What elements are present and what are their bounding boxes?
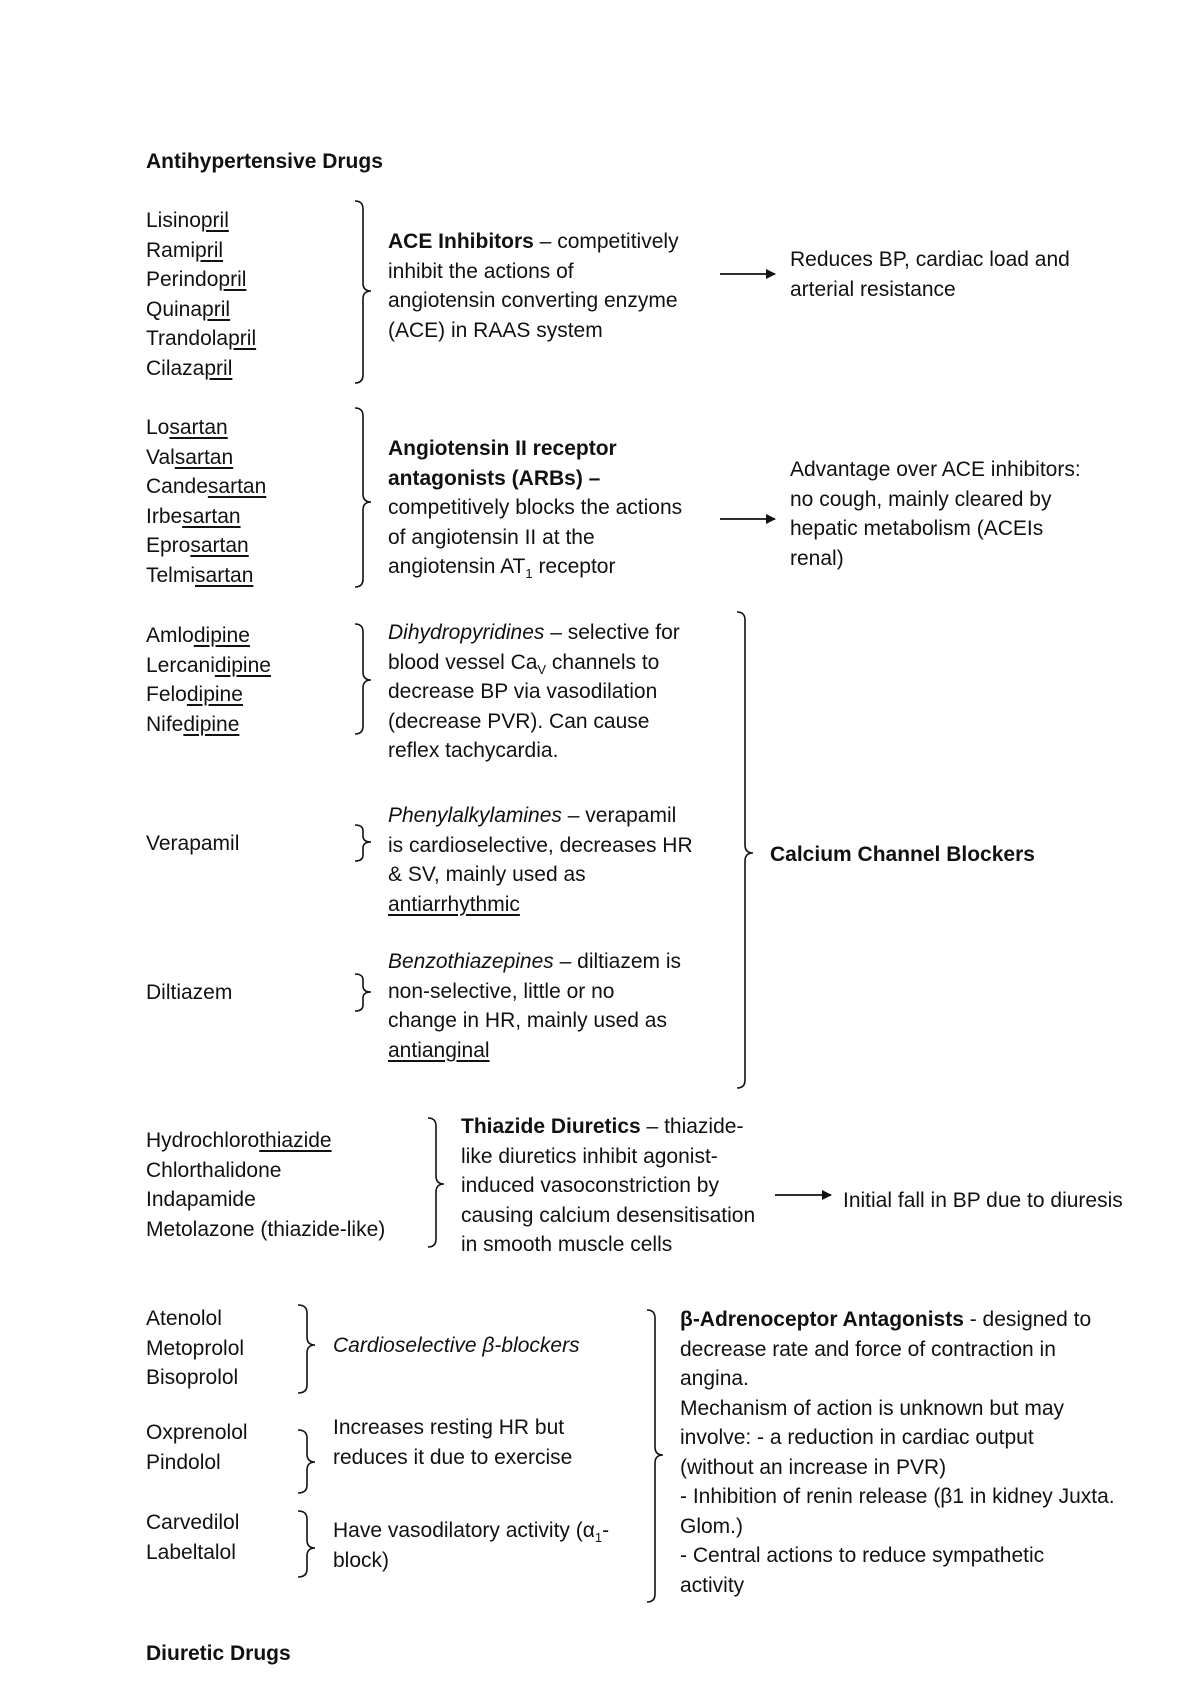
thiazide-class-name: Thiazide Diuretics: [461, 1115, 641, 1138]
ace-drug-item: Ramipril: [146, 238, 224, 262]
arb-drug-item: Losartan: [146, 416, 228, 439]
ace-drug-item: Lisinopril: [146, 209, 229, 232]
arb-drug-item: Irbesartan: [146, 504, 241, 528]
arb-description: Angiotensin II receptor antagonists (ARBs) – competitively blocks the actions of angiotensin II at the angiotensin $AT_1$ receptor: [388, 434, 682, 582]
verapamil-label: Verapamil: [146, 832, 240, 855]
beta-group3-description: Have vasodilatory activity ($\alpha_1-$ block): [333, 1519, 610, 1572]
thiazide-description: Thiazide Diuretics – thiazide- like diuretics inhibit agonist- induced vasoconstriction by causing calcium desensitisation in smooth muscle cells: [461, 1115, 756, 1256]
thiazide-drug-item: Indapamide: [146, 1188, 256, 1211]
phenylalkylamine-class-name: Phenylalkylamines: [388, 804, 562, 827]
arb-advantage: Advantage over ACE inhibitors: no cough, mainly cleared by hepatic metabolism (ACEIs renal): [790, 458, 1081, 570]
beta-group1-description: Cardioselective β-blockers: [333, 1334, 580, 1357]
beta-class-name: β-Adrenoceptor Antagonists: [680, 1308, 964, 1331]
dhp-bracket: [355, 624, 371, 734]
beta-drug-item: Atenolol: [146, 1307, 222, 1330]
ace-drug-item: Quinapril: [146, 297, 231, 321]
thiazide-drug-list: [146, 1126, 385, 1244]
beta-drug-item: Oxprenolol: [146, 1421, 248, 1444]
diltiazem-label: Diltiazem: [146, 981, 233, 1004]
ace-class-name: ACE Inhibitors: [388, 230, 534, 253]
dhp-drug-list: [146, 621, 271, 739]
thiazide-bracket: [428, 1118, 444, 1247]
beta-drug-item: Labeltalol: [146, 1540, 236, 1564]
ace-description: ACE Inhibitors – competitively inhibit the actions of angiotensin converting enzyme (ACE) in RAAS system: [388, 230, 679, 342]
beta-group3-list: [146, 1508, 239, 1567]
beta-group3-bracket: [298, 1511, 315, 1577]
dhp-drug-item: Lercanidipine: [146, 653, 271, 677]
beta-group2-description: Increases resting HR but reduces it due to exercise: [333, 1416, 573, 1469]
dhp-drug-item: Nifedipine: [146, 712, 240, 736]
dhp-drug-item: Felodipine: [146, 683, 243, 706]
phenylalkylamine-description: Phenylalkylamines – verapamil is cardioselective, decreases HR & SV, mainly used as antiarrhythmic: [388, 804, 693, 916]
diuretic-drugs-heading: Diuretic Drugs: [146, 1642, 291, 1665]
benzothiazepine-description: Benzothiazepines – diltiazem is non-selective, little or no change in HR, mainly used as antianginal: [388, 950, 682, 1062]
ace-drug-item: Perindopril: [146, 268, 247, 291]
beta-group1-bracket: [298, 1305, 315, 1393]
thiazide-effect: Initial fall in BP due to diuresis: [843, 1189, 1123, 1212]
ace-drug-list: [146, 206, 256, 383]
beta-drug-item: Carvedilol: [146, 1511, 240, 1534]
dhp-description: Dihydropyridines – selective for blood vessel $Ca_V$ channels to decrease BP via vasodilation (decrease PVR). Can cause reflex tachycardia.: [388, 621, 680, 762]
arb-drug-item: Eprosartan: [146, 534, 249, 557]
verapamil-brace: [355, 825, 371, 861]
diltiazem-brace: [355, 974, 371, 1011]
arb-drug-item: Valsartan: [146, 445, 234, 469]
beta-bracket: [647, 1310, 663, 1602]
dhp-class-name: Dihydropyridines: [388, 621, 545, 644]
thiazide-drug-item: Chlorthalidone: [146, 1158, 282, 1182]
ace-bracket: [355, 201, 371, 383]
thiazide-drug-item: Metolazone (thiazide-like): [146, 1217, 386, 1241]
beta-group2-bracket: [298, 1430, 315, 1493]
benzothiazepine-class-name: Benzothiazepines: [388, 950, 554, 973]
arb-class-name: Angiotensin II receptor: [388, 437, 617, 460]
ccb-bracket: [737, 612, 753, 1088]
arb-drug-item: Candesartan: [146, 475, 267, 498]
beta-drug-item: Bisoprolol: [146, 1366, 239, 1389]
page-title: Antihypertensive Drugs: [146, 150, 383, 173]
ccb-class-name: Calcium Channel Blockers: [770, 843, 1035, 866]
ace-drug-item: Cilazapril: [146, 356, 233, 380]
dhp-drug-item: Amlodipine: [146, 624, 250, 647]
ace-drug-item: Trandolapril: [146, 327, 257, 350]
beta-drug-item: Pindolol: [146, 1450, 221, 1474]
ace-effect: Reduces BP, cardiac load and arterial resistance: [790, 248, 1070, 301]
beta-drug-item: Metoprolol: [146, 1336, 245, 1360]
beta-group2-list: [146, 1418, 248, 1477]
arb-bracket: [355, 408, 371, 587]
beta-group1-list: [146, 1304, 244, 1393]
arb-drug-item: Telmisartan: [146, 563, 254, 587]
arb-drug-list: [146, 413, 266, 590]
thiazide-drug-item: Hydrochlorothiazide: [146, 1129, 332, 1152]
beta-description: β-Adrenoceptor Antagonists - designed to decrease rate and force of contraction in angina. Mechanism of action is unknown but may involve: - a reduction in cardiac output (without an increase in PVR) - Inhibition of renin release (β1 in kidney Juxta. Glom.) - Central actions to reduce sympathetic activity: [680, 1308, 1115, 1597]
